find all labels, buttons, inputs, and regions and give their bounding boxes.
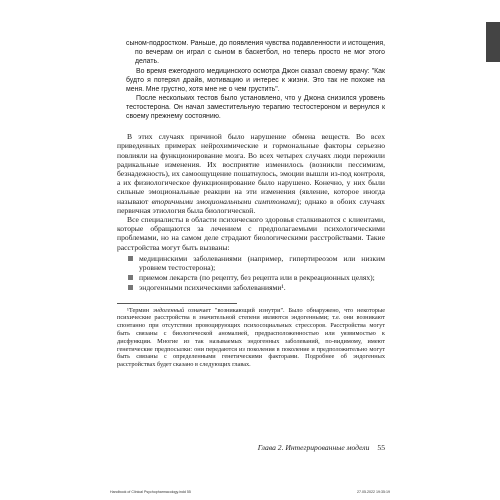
footnote-term: эндогенный [152, 306, 185, 314]
chapter-title: Глава 2. Интегрированные модели [257, 443, 370, 452]
list-item [117, 273, 385, 282]
slug-filename: Handbook of Clinical Psychopharmacology.indd 55 [110, 490, 191, 494]
book-page [117, 40, 385, 369]
print-slug [110, 490, 390, 494]
cause-list [117, 254, 385, 293]
page-number: 55 [377, 443, 385, 452]
body-paragraph: Все специалисты в области психического здоровья сталкиваются с клиентами, которые обращаются за лечением с предполагаемыми психологическими проблемами, но на самом деле страдают биологическими расстройствами. Такие расстройства могут быть вызваны: [117, 214, 385, 252]
list-item-text: приемом лекарств (по рецепту, без рецепта или в рекреационных целях); [139, 273, 375, 283]
list-item-text: медицинскими заболеваниями (например, гипертиреозом или низким уровнем тестостерона); [139, 253, 385, 272]
slug-timestamp: 27.05.2022 19:35:19 [357, 490, 390, 494]
footnote-divider [117, 303, 237, 304]
running-footer [258, 443, 385, 452]
body-paragraph [117, 132, 385, 215]
case-continuation: сыном-подростком. Раньше, до появления чувства подавленности и истощения, по вечерам он играл с сыном в баскетбол, но теперь просто не мог этого делать. [126, 40, 385, 65]
footnote-marker: ¹Термин [127, 306, 153, 314]
body-text: В этих случаях причиной было нарушение обмена веществ. Во всех приведенных примерах нейрохимические и гормональные факторы серьезно повлияли на функционирование мозга. Во всех четырех случаях люди пережили радикальные изменения. Их восприятие изменилось (возникли пессимизм, безнадежность), их самоощущение пошатнулось, эмоции вышли из-под контроля, а их физиологическое функционирование было нарушено. Конечно, у них были сильные эмоциональные реакции на эти изменения (явление, которое иногда называют [117, 132, 385, 206]
bullet-square-icon [128, 285, 133, 290]
case-paragraph: Во время ежегодного медицинского осмотра Джон сказал своему врачу: "Как будто я потерял драйв, мотивацию и интерес к жизни. Это так не похоже на меня. Мне грустно, хотя мне не о чем грустить". [126, 67, 385, 93]
footnote [117, 307, 385, 369]
footnote-text: означает "возникающий изнутри". Было обнаружено, что некоторые психические расстройства в значительной степени являются эндогенными; т.е. они возникают спонтанно при отсутствии провоцирующих психосоциальных стрессоров. Расстройства могут быть связаны с биологической аномалией, предрасположенностью или уязвимостью к дисфункции. Многие из так называемых эндогенных заболеваний, по-видимому, имеют генетические предпосылки: они передаются из поколения в поколение и предположительно могут быть связаны с определенными генетическими факторами. Подробнее об эндогенных расстройствах будет сказано в следующих главах. [117, 306, 385, 369]
list-item-text: эндогенными психическими заболеваниями¹. [139, 283, 286, 293]
list-item [117, 283, 385, 292]
page-edge-tab [486, 22, 500, 62]
case-paragraph: После нескольких тестов было установлено, что у Джона снизился уровень тестостерона. Он начал заместительную терапию тестостероном и вернулся к своему прежнему состоянию. [126, 95, 385, 121]
list-item [117, 254, 385, 272]
body-text: ); однако в обоих случаях первичная этиология была биологической. [117, 196, 385, 215]
emphasis-term: вторичными эмоциональными симптомами [151, 196, 297, 206]
bullet-square-icon [128, 256, 133, 261]
bullet-square-icon [128, 275, 133, 280]
